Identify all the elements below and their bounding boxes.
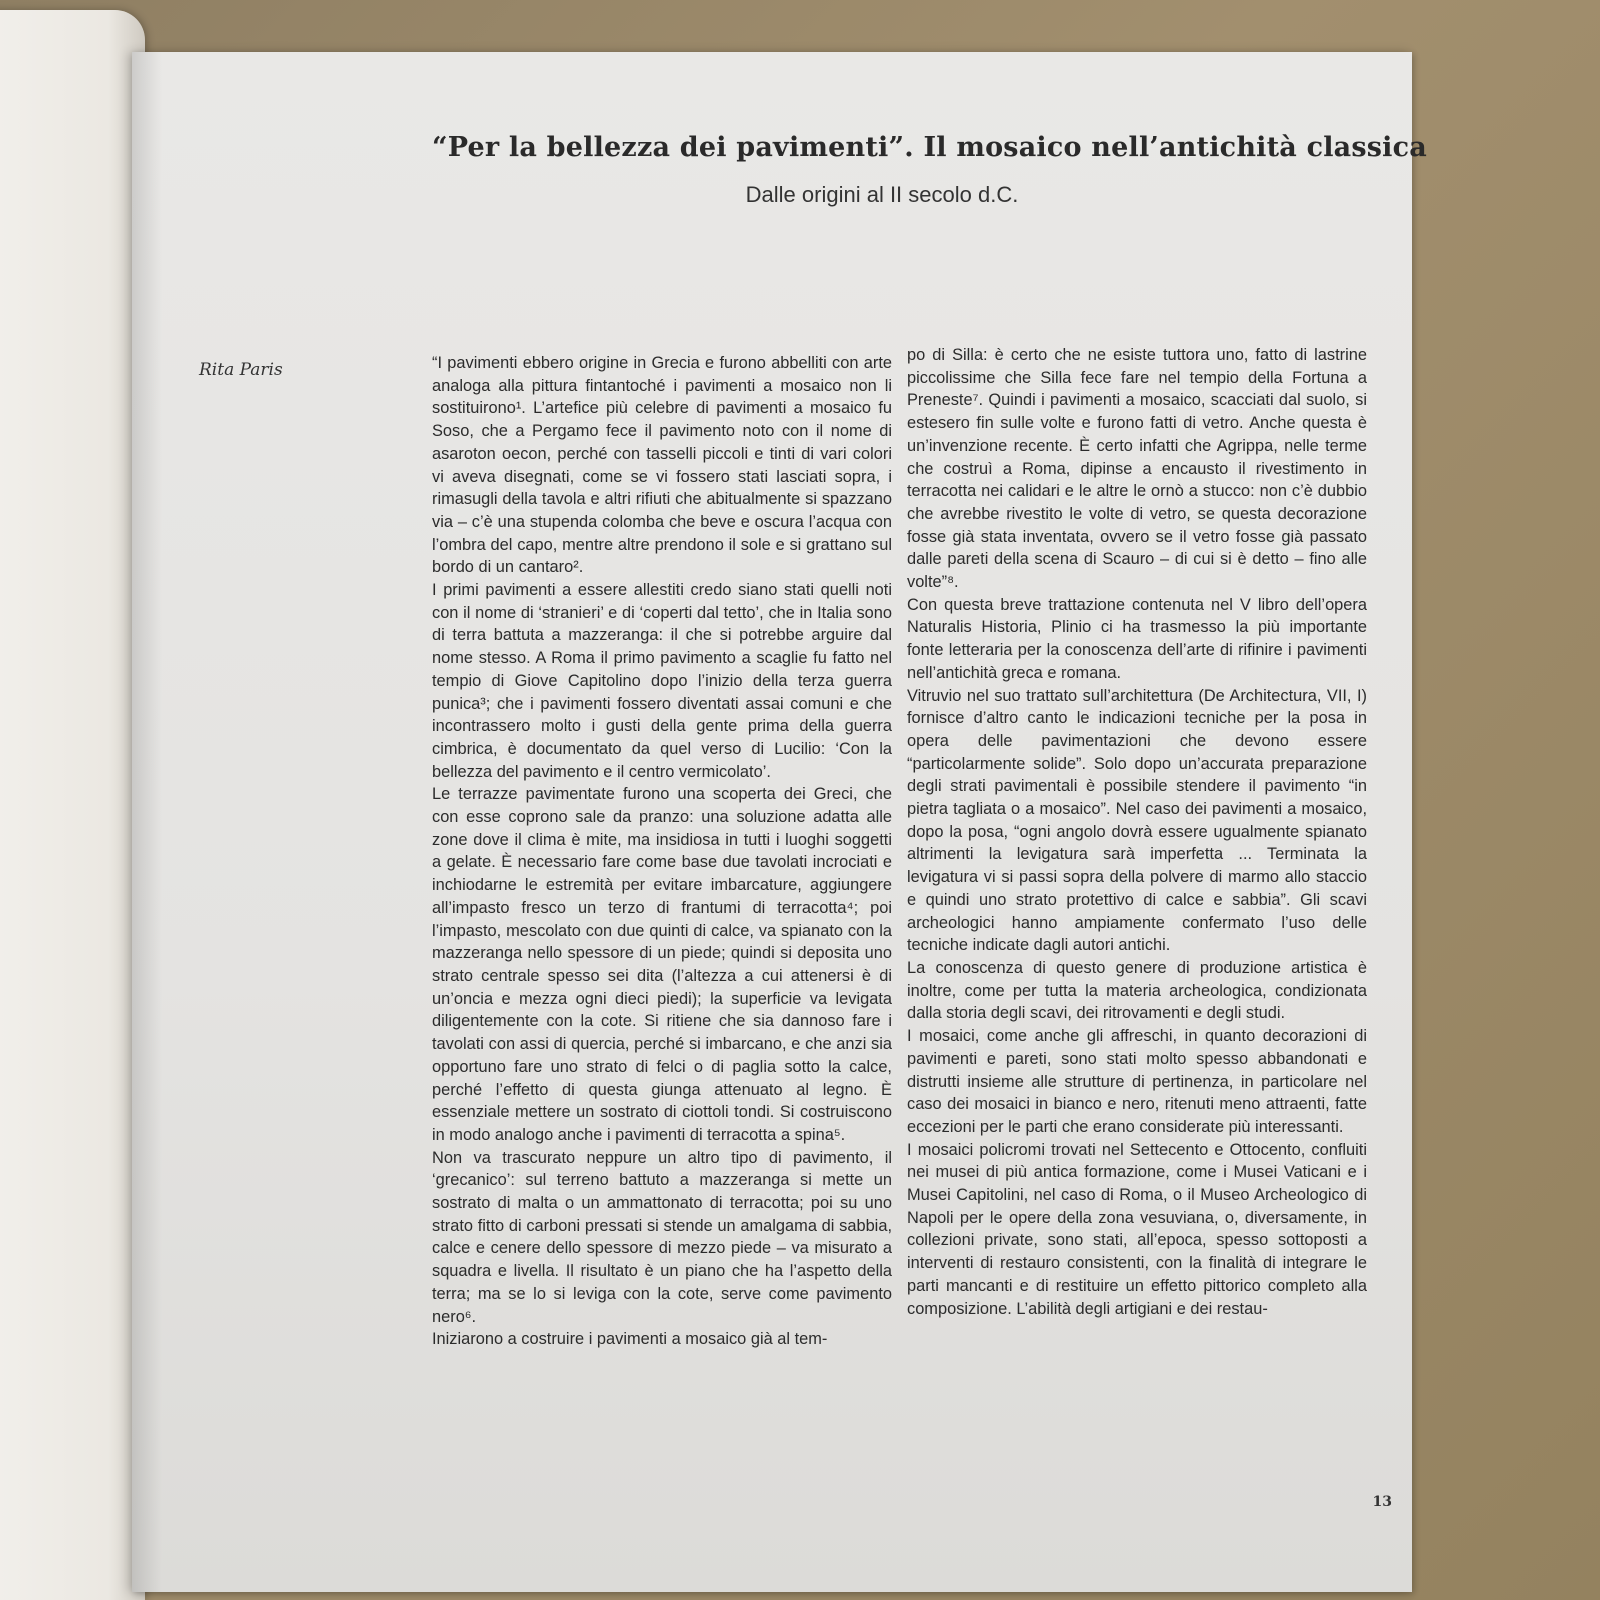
gutter-shadow [132,52,162,1592]
paragraph: La conoscenza di questo genere di produzione artistica è inoltre, come per tutta la materia archeologica, condizionata dalla storia degli scavi, dei ritrovamenti e degli studi. [907,958,1367,1023]
text-column-left [432,352,892,1351]
book-page [132,52,1427,1592]
paragraph: “I pavimenti ebbero origine in Grecia e furono abbelliti con arte analoga alla pittura fintantoché i pavimenti a mosaico non li sostituirono¹. L’artefice più celebre di pavimenti a mosaico fu Soso, che a Pergamo fece il pavimento noto con il nome di asaroton oecon, perché con tasselli piccoli e tinti di vari colori vi aveva disegnati, come se vi fossero stati lasciati sopra, i rimasugli della tavola e altri rifiuti che abitualmente si spazzano via – c’è una stupenda colomba che beve e oscura l’acqua con l’ombra del capo, mentre altre prendono il sole e si grattano sul bordo di un cantaro². [432,354,892,577]
author-name: Rita Paris [199,360,283,380]
paragraph: I mosaici policromi trovati nel Settecento e Ottocento, confluiti nei musei di più antica formazione, come i Musei Vaticani e i Musei Capitolini, nel caso di Roma, o il Museo Archeologico di Napoli per le opere della zona vesuviana, o, diversamente, in collezioni private, sono stati, all’epoca, spesso sottoposti a interventi di restauro consistenti, con la finalità di integrare le parti mancanti e di restituire un effetto pittorico completo alla composizione. L’abilità degli artigiani e dei restau- [907,1140,1367,1318]
left-page-edge [0,10,145,1600]
paragraph: Iniziarono a costruire i pavimenti a mosaico già al tem- [432,1330,828,1349]
paragraph: Non va trascurato neppure un altro tipo di pavimento, il ‘grecanico’: sul terreno battuto a mazzeranga si mette un sostrato di malta o un ammattonato di terracotta; poi su uno strato fitto di carboni pressati si stende un amalgama di sabbia, calce e cenere dello spessore di mezzo piede – va misurato a squadra e livella. Il risultato è un piano che ha l’aspetto della terra; ma se lo si leviga con la cote, serve come pavimento nero⁶. [432,1148,892,1326]
paragraph: Vitruvio nel suo trattato sull’architettura (De Architectura, VII, I) fornisce d’altro canto le indicazioni tecniche per la posa in opera delle pavimentazioni che devono essere “particolarmente solide”. Solo dopo un’accurata preparazione degli strati pavimentali è possibile stendere il pavimento “in pietra tagliata o a mosaico”. Nel caso dei pavimenti a mosaico, dopo la posa, “ogni angolo dovrà essere ugualmente spianato altrimenti la levigatura sarà imperfetta ... Terminata la levigatura vi si passi sopra della polvere di marmo allo staccio e quindi uno strato protettivo di calce e sabbia”. Gli scavi archeologici hanno ampiamente confermato l’uso delle tecniche indicate dagli autori antichi. [907,686,1367,955]
article-subtitle: Dalle origini al II secolo d.C. [745,182,1019,207]
paragraph: po di Silla: è certo che ne esiste tuttora uno, fatto di lastrine piccolissime che Silla fece fare nel tempio della Fortuna a Preneste⁷. Quindi i pavimenti a mosaico, scacciati dal suolo, si estesero fin sulle volte e furono fatti di vetro. Anche questa è un’invenzione recente. È certo infatti che Agrippa, nelle terme che costruì a Roma, dipinse a encausto il rivestimento in terracotta nei calidari e le altre le ornò a stucco: non c’è dubbio che avrebbe rivestito le volte di vetro, se questa decorazione fosse già stata inventata, ovvero se il vetro fosse già passato dalle pareti della scena di Scauro – di cui si è detto – fino alle volte”⁸. [907,346,1367,592]
paragraph: I mosaici, come anche gli affreschi, in quanto decorazioni di pavimenti e pareti, sono stati molto spesso abbandonati e distrutti insieme alle strutture di pertinenza, in particolare nel caso dei mosaici in bianco e nero, ritenuti meno attraenti, fatte eccezioni per le parti che erano considerate più interessanti. [907,1027,1367,1136]
article-title: “Per la bellezza dei pavimenti”. Il mosaico nell’antichità classica [432,132,1427,163]
paragraph: Le terrazze pavimentate furono una scoperta dei Greci, che con esse coprono sale da pranzo: una soluzione adatta alle zone dove il clima è mite, ma insidiosa in tutti i luoghi soggetti a gelate. È necessario fare come base due tavolati incrociati e inchiodarne le estremità per evitare imbarcature, aggiungere all’impasto fresco un terzo di frantumi di terracotta⁴; poi l’impasto, mescolato con due quinti di calce, va spianato con la mazzeranga nello spessore di un piede; quindi si deposita uno strato centrale spesso sei dita (l’altezza a cui attenersi è di un’oncia e mezza ogni dieci piedi); la superficie va levigata diligentemente con la cote. Si ritiene che sia dannoso fare i tavolati con assi di quercia, perché si imbarcano, e che anzi sia opportuno fare uno strato di felci o di paglia sotto la calce, perché l’effetto di questa giunga attenuato al legno. È essenziale mettere un sostrato di ciottoli tondi. Si costruiscono in modo analogo anche i pavimenti di terracotta a spina⁵. [432,785,892,1144]
paragraph: I primi pavimenti a essere allestiti credo siano stati quelli noti con il nome di ‘stranieri’ e di ‘coperti dal tetto’, che in Italia sono di terra battuta a mazzeranga: il che si potrebbe arguire dal nome stesso. A Roma il primo pavimento a scaglie fu fatto nel tempio di Giove Capitolino dopo l’inizio della terza guerra punica³; che i pavimenti fossero diventati assai comuni e che incontrassero molto i gusti della gente prima della guerra cimbrica, è documentato da quel verso di Lucilio: ‘Con la bellezza del pavimento e il centro vermicolato’. [432,581,892,781]
text-column-right [907,344,1367,1320]
page-number: 13 [1372,1494,1392,1510]
paragraph: Con questa breve trattazione contenuta nel V libro dell’opera Naturalis Historia, Plinio ci ha trasmesso la più importante fonte letteraria per la conoscenza dell’arte di rifinire i pavimenti nell’antichità greca e romana. [907,595,1367,682]
